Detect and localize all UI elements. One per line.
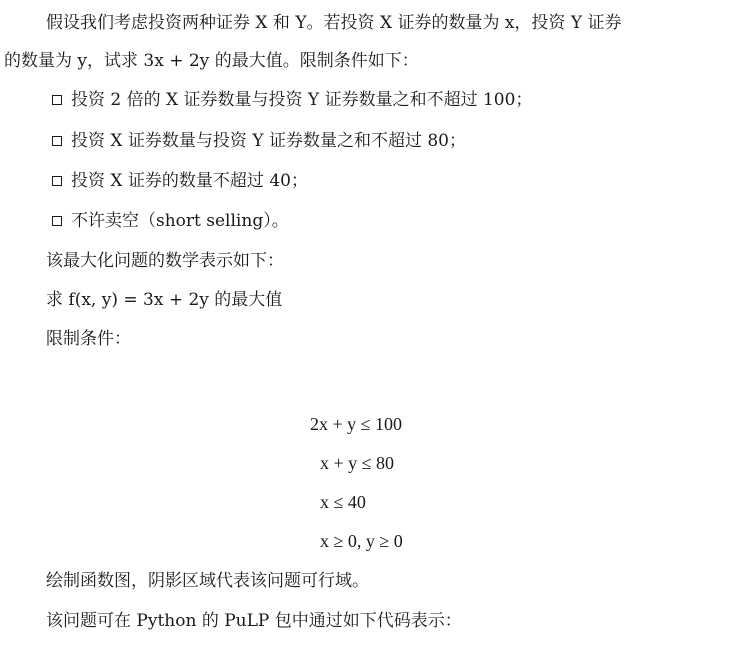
equation-2: x + y ≤ 80 xyxy=(320,453,395,473)
constraint-text-3: 投资 X 证券的数量不超过 40； xyxy=(71,171,308,191)
equation-1: 2x + y ≤ 100 xyxy=(310,414,403,434)
plot-note: 绘制函数图，阴影区域代表该问题可行域。 xyxy=(46,571,369,591)
checkbox-icon xyxy=(52,95,62,105)
equation-3: x ≤ 40 xyxy=(320,492,366,512)
constraint-text-2: 投资 X 证券数量与投资 Y 证券数量之和不超过 80； xyxy=(71,131,466,151)
paragraph-line-1: 假设我们考虑投资两种证券 X 和 Y。若投资 X 证券的数量为 x，投资 Y 证券 xyxy=(46,13,622,33)
pulp-note: 该问题可在 Python 的 PuLP 包中通过如下代码表示： xyxy=(46,611,462,631)
constraint-text-1: 投资 2 倍的 X 证券数量与投资 Y 证券数量之和不超过 100； xyxy=(71,90,533,110)
objective-line: 求 f(x, y) = 3x + 2y 的最大值 xyxy=(46,290,283,310)
constraint-bullet-1 xyxy=(52,89,532,111)
constraint-bullet-3 xyxy=(52,170,308,192)
checkbox-icon xyxy=(52,136,62,146)
checkbox-icon xyxy=(52,176,62,186)
constraint-bullet-4 xyxy=(52,210,289,232)
checkbox-icon xyxy=(52,216,62,226)
equation-4: x ≥ 0, y ≥ 0 xyxy=(320,531,403,551)
constraint-bullet-2 xyxy=(52,130,466,152)
constraint-text-4: 不许卖空（short selling）。 xyxy=(71,211,289,231)
constraints-label: 限制条件： xyxy=(46,329,131,349)
math-intro: 该最大化问题的数学表示如下： xyxy=(46,251,284,271)
paragraph-line-2: 的数量为 y，试求 3x + 2y 的最大值。限制条件如下： xyxy=(4,51,419,71)
